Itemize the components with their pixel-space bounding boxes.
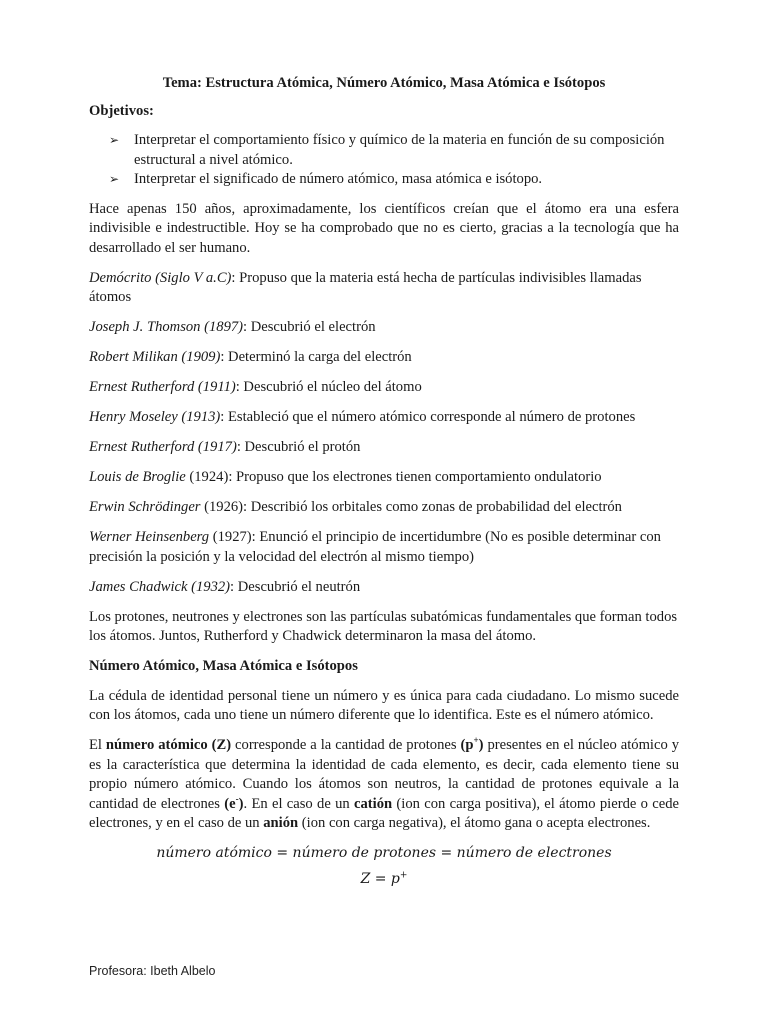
discovery-text: : Estableció que el número atómico corresponde al número de protones <box>220 409 636 425</box>
scientist-name: Erwin Schrödinger <box>89 499 201 515</box>
discovery-text: : Descubrió el neutrón <box>230 578 361 595</box>
objectives-list <box>89 131 679 190</box>
discovery-text: : Propuso que la materia está hecha de partículas indivisibles llamadas átomos <box>89 269 642 305</box>
term-electrons <box>224 793 244 812</box>
identity-paragraph: La cédula de identidad personal tiene un número y es única para cada ciudadano. Lo mismo sucede con los átomos, cada uno tiene un número diferente que lo identifica. Este es el número atómico. <box>89 687 679 723</box>
timeline-entry <box>89 438 679 458</box>
scientist-name: Demócrito (Siglo V a.C) <box>89 269 232 286</box>
scientist-name: James Chadwick (1932) <box>89 578 231 595</box>
atomic-number-paragraph <box>89 736 679 834</box>
term-atomic-number: número atómico (Z) <box>105 737 232 753</box>
page-footer: Profesora: Ibeth Albelo <box>89 964 216 978</box>
symbol-close: ) <box>238 795 244 812</box>
symbol-charge: - <box>235 793 239 804</box>
scientist-name: Werner Heinsenberg <box>89 529 210 545</box>
document-body <box>89 74 679 895</box>
text-run: . En el caso de un <box>243 795 355 812</box>
scientist-name: Joseph J. Thomson (1897) <box>89 319 244 335</box>
term-anion: anión <box>263 815 299 831</box>
symbol-close: ) <box>478 737 484 753</box>
objective-text: Interpretar el comportamiento físico y químico de la materia en función de su composición estructural a nivel atómico. <box>134 132 665 168</box>
document-title: Tema: Estructura Atómica, Número Atómico, Masa Atómica e Isótopos <box>162 75 606 91</box>
timeline-entry <box>89 578 679 598</box>
equation-base: Z = p <box>360 870 400 887</box>
scientist-year: (1924) <box>185 469 229 485</box>
discovery-text: : Descubrió el electrón <box>243 319 376 335</box>
scientist-year: (1927) <box>209 529 252 545</box>
objective-text: Interpretar el significado de número atómico, masa atómica e isótopo. <box>134 171 543 187</box>
scientist-name: Ernest Rutherford (1911) <box>89 379 236 395</box>
timeline-entry <box>89 468 679 488</box>
section-heading: Número Atómico, Masa Atómica e Isótopos <box>89 658 358 674</box>
symbol-base: (e <box>224 795 236 812</box>
intro-paragraph: Hace apenas 150 años, aproximadamente, los científicos creían que el átomo era una esfera indivisible e indestructible. Hoy se ha comprobado que no es cierto, gracias a la tecnología que ha desarrollado el ser humano. <box>89 200 679 256</box>
discovery-text: : Descubrió el núcleo del átomo <box>235 379 422 395</box>
scientist-name: Ernest Rutherford (1917) <box>89 439 237 455</box>
equation-superscript: + <box>399 869 408 880</box>
summary-paragraph: Los protones, neutrones y electrones son las partículas subatómicas fundamentales que forman todos los átomos. Juntos, Rutherford y Chadwick determinaron la masa del átomo. <box>89 608 678 644</box>
scientist-name: Robert Milikan (1909) <box>89 349 221 365</box>
discovery-text: : Propuso que los electrones tienen comportamiento ondulatorio <box>228 469 602 485</box>
scientist-name: Henry Moseley (1913) <box>89 409 221 425</box>
discovery-text: : Describió los orbitales como zonas de probabilidad del electrón <box>243 499 622 515</box>
symbol-charge: + <box>473 735 479 746</box>
timeline-entry <box>89 378 679 398</box>
equation-z <box>89 870 679 890</box>
timeline-entry <box>89 348 679 368</box>
text-run: presentes en el núcleo atómico y es la característica que determina la identidad de cada elemento, es decir, cada elemento tiene su propio número atómico. Cuando los átomos son neutros, la cantidad de protones equivale a la cantidad de electrones <box>89 737 679 812</box>
arrow-bullet-icon: ➢ <box>109 133 120 147</box>
text-run: El <box>89 737 106 753</box>
objectives-heading: Objetivos: <box>89 102 154 119</box>
scientist-name: Louis de Broglie <box>89 469 186 485</box>
arrow-bullet-icon: ➢ <box>109 172 120 186</box>
timeline-entry <box>89 408 679 428</box>
discovery-text: : Descubrió el protón <box>236 439 361 455</box>
text-run: corresponde a la cantidad de protones <box>231 737 461 753</box>
timeline-entry <box>89 269 679 308</box>
text-run: (ion con carga negativa), el átomo gana o acepta electrones. <box>298 815 651 831</box>
objective-item <box>89 170 679 190</box>
term-cation: catión <box>354 795 393 812</box>
timeline-entry <box>89 528 679 567</box>
timeline-entry <box>89 318 679 338</box>
discovery-text: : Enunció el principio de incertidumbre (No es posible determinar con precisión la posición y la velocidad del electrón al mismo tiempo) <box>89 529 661 565</box>
text-run: (ion con carga positiva), el átomo pierde o cede electrones, y en el caso de un <box>89 795 679 831</box>
discovery-text: : Determinó la carga del electrón <box>220 349 412 365</box>
term-protons <box>461 737 484 753</box>
symbol-base: (p <box>460 737 474 753</box>
scientist-year: (1926) <box>200 499 244 515</box>
objective-item <box>89 131 679 170</box>
timeline-entry <box>89 498 679 518</box>
equation-atomic-number: número atómico = número de protones = número de electrones <box>156 845 612 861</box>
